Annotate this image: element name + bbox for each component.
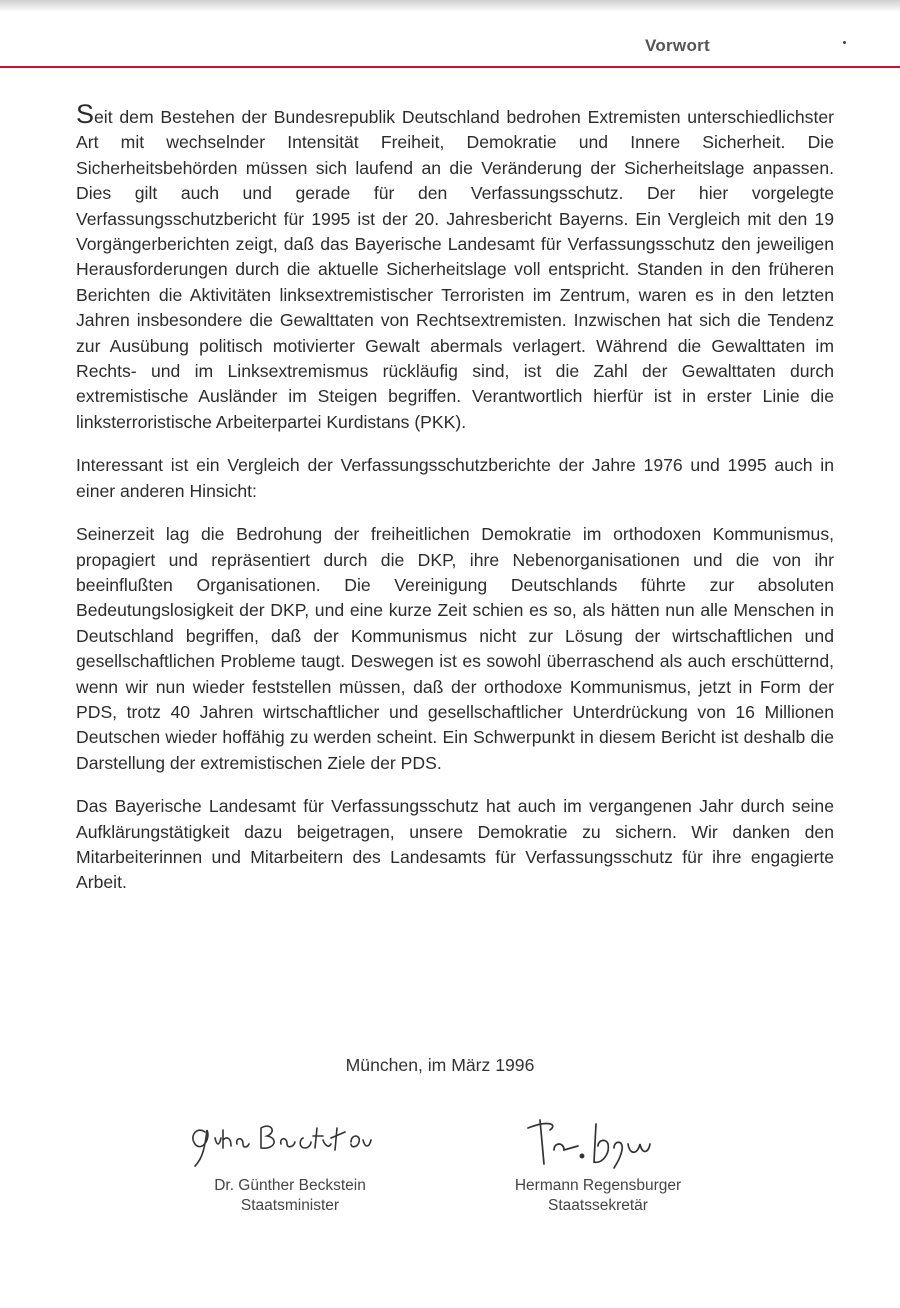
signature-regensburger	[498, 1110, 698, 1172]
header-rule	[0, 66, 900, 68]
signatory-name: Hermann Regensburger	[514, 1177, 682, 1194]
paragraph-2: Interessant ist ein Vergleich der Verfassungsschutzberichte der Jahre 1976 und 1995 auch in einer anderen Hinsicht:	[76, 455, 834, 501]
header-dot	[843, 41, 846, 44]
paragraph-4: Das Bayerische Landesamt für Verfassungsschutz hat auch im vergangenen Jahr durch seine Aufklärungstätigkeit dazu beigetragen, unsere Demokratie zu sichern. Wir danken den Mitarbeiterinnen und Mitarbeitern des Landesamts für Verfassungsschutz für ihre engagierte Arbeit.	[76, 796, 834, 893]
dropcap: S	[76, 99, 95, 129]
signatory-role: Staatssekretär	[548, 1197, 648, 1214]
foreword-text	[76, 99, 834, 914]
dateline: München, im März 1996	[345, 1055, 535, 1075]
paragraph-3: Seinerzeit lag die Bedrohung der freiheitlichen Demokratie im orthodoxen Kommunismus, propagiert und repräsentiert durch die DKP, ihre Nebenorganisationen und die von ihr beeinflußten Organisationen. Die Vereinigung Deutschlands führte zur absoluten Bedeutungslosigkeit der DKP, und eine kurze Zeit schien es so, als hätten nun alle Menschen in Deutschland begriffen, daß der Kommunismus nicht zur Lösung der wirtschaftlichen und gesellschaftlichen Probleme taugt. Deswegen ist es sowohl überraschend als auch erschütternd, wenn wir nun wieder feststellen müssen, daß der orthodoxe Kommunismus, jetzt in Form der PDS, trotz 40 Jahren wirtschaftlicher und gesellschaftlicher Unterdrückung von 16 Millionen Deutschen wieder hoffähig zu werden scheint. Ein Schwerpunkt in diesem Bericht ist deshalb die Darstellung der extremistischen Ziele der PDS.	[76, 524, 834, 773]
signature-beckstein	[175, 1110, 405, 1172]
signature-block-minister	[160, 1110, 420, 1216]
paragraph-1	[76, 99, 834, 435]
page-edge-shadow	[0, 0, 900, 12]
signatory-name: Dr. Günther Beckstein	[214, 1177, 366, 1194]
signatory-role: Staatsminister	[240, 1197, 340, 1214]
page-title: Vorwort	[644, 36, 710, 55]
paragraph-1-text: eit dem Bestehen der Bundesrepublik Deutschland bedrohen Extremisten unterschiedlichster Art mit wechselnder Intensität Freiheit, Demokratie und Innere Sicherheit. Die Sicherheitsbehörden müssen sich laufend an die Veränderung der Sicherheitslage anpassen. Dies gilt auch und gerade für den Verfassungsschutz. Der hier vorgelegte Verfassungsschutzbericht für 1995 ist der 20. Jahresbericht Bayerns. Ein Vergleich mit den 19 Vorgängerberichten zeigt, daß das Bayerische Landesamt für Verfassungsschutz den jeweiligen Herausforderungen durch die aktuelle Sicherheitslage voll entspricht. Standen in den früheren Berichten die Aktivitäten linksextremistischer Terroristen im Zentrum, waren es in den letzten Jahren insbesondere die Gewalttaten von Rechtsextremisten. Inzwischen hat sich die Tendenz zur Ausübung politisch motivierter Gewalt abermals verlagert. Während die Gewalttaten im Rechts- und im Linksextremismus rückläufig sind, ist die Zahl der Gewalttaten durch extremistische Ausländer im Steigen begriffen. Verantwortlich hierfür ist in erster Linie die linksterroristische Arbeiterpartei Kurdistans (PKK).	[76, 107, 834, 432]
signature-block-secretary	[468, 1110, 728, 1216]
